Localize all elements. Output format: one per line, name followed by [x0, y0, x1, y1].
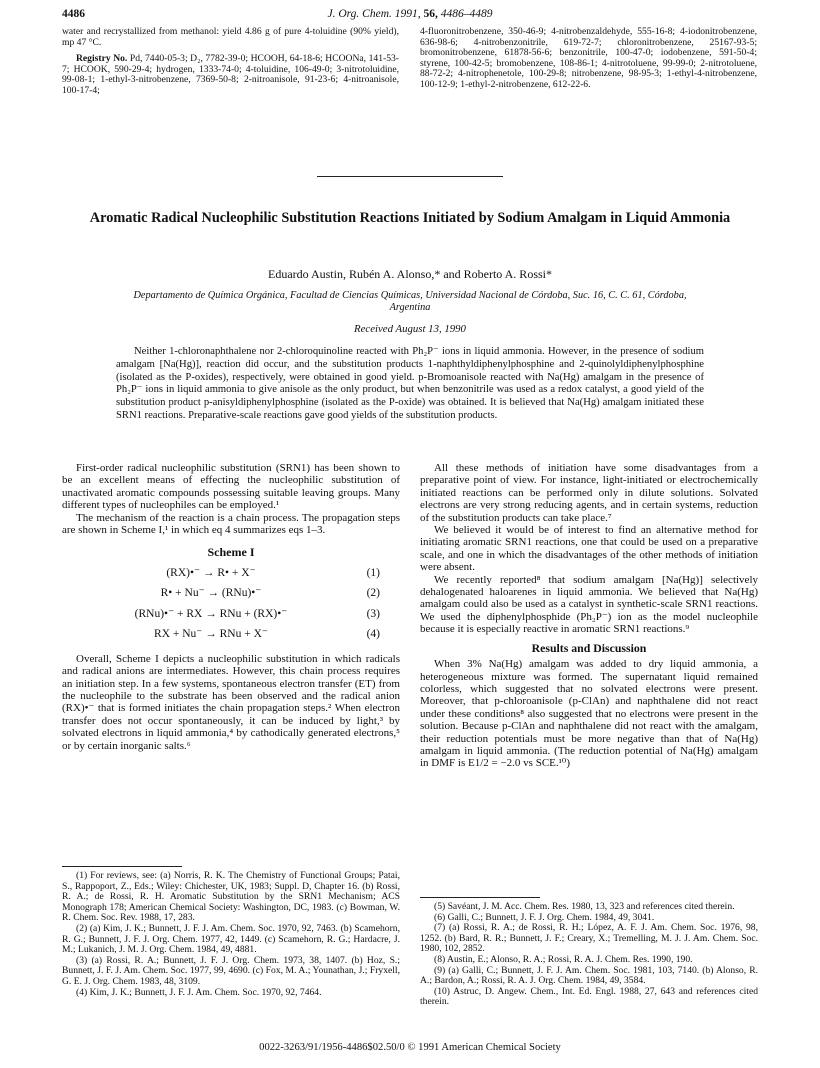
footnote-rule — [420, 897, 540, 898]
equation-number: (4) — [366, 628, 380, 641]
section-title: Results and Discussion — [531, 640, 647, 655]
equation-number: (1) — [366, 566, 380, 579]
copyright-footer: 0022-3263/91/1956-4486$02.50/0 © 1991 American Chemical Society — [259, 1042, 561, 1053]
registry-numbers-left — [62, 54, 399, 96]
registry-label: Registry No. — [76, 53, 128, 65]
article-abstract: Neither 1-chloronaphthalene nor 2-chloroquinoline reacted with Ph₂P⁻ ions in liquid ammonia. However, in the presence of sodium amalgam [Na(Hg)], reaction did occur, and the substitution products 1-naphthyldiphenylphosphine and 2-quinolyldiphenylphosphine (isolated as the P-oxides), respectively, were obtained in good yield. p-Bromoanisole reacted with Na(Hg) amalgam in the presence of Ph₂P⁻ ions in liquid ammonia to give anisole as the only product, but when benzonitrile was used as a redox catalyst, a good yield of the substitution product p-anisyldiphenylphosphine (isolated as the P-oxide) was obtained. It is believed that Na(Hg) amalgam initiated these SRN1 reactions. Preparative-scale reactions gave good yields of the substitution products. — [116, 346, 704, 421]
footnote-10: (10) Astruc, D. Angew. Chem., Int. Ed. Engl. 1988, 27, 643 and references cited therein. — [420, 985, 758, 1008]
equation-4 — [62, 628, 400, 649]
equation-text: (RX)•⁻ → R• + X⁻ — [166, 566, 256, 579]
registry-text-left: Pd, 7440-05-3; D₂, 7782-39-0; HCOOH, 64-18-6; HCOONa, 141-53-7; HCOOK, 590-29-4; hydrogen, 1333-74-0; 4-toluidine, 106-49-0; 3-nitrotoluidine, 99-08-1; 1-ethyl-3-nitrobenzene, 7369-50-8; 2-nitroanisole, 91-23-6; 4-nitroanisole, 100-17-4; — [62, 53, 399, 96]
right-footnotes — [420, 897, 758, 1008]
footnote-5: (5) Savéant, J. M. Acc. Chem. Res. 1980, 13, 323 and references cited therein. — [434, 901, 735, 912]
intro-paragraph-2: The mechanism of the reaction is a chain process. The propagation steps are shown in Scheme I,¹ in which eq 4 summarizes eqs 1–3. — [62, 511, 400, 537]
journal-volume: 56, — [423, 8, 438, 20]
equation-1 — [62, 567, 400, 588]
footnote-4: (4) Kim, J. K.; Bunnett, J. F. J. Am. Chem. Soc. 1970, 92, 7464. — [76, 986, 322, 998]
left-footnotes — [62, 866, 400, 998]
previous-article-left — [62, 27, 399, 97]
footnote-9: (9) (a) Galli, C.; Bunnett, J. F. J. Am. Chem. Soc. 1981, 103, 7140. (b) Alonso, R. A.; Bardon, A.; Rossi, R. A. J. Org. Chem. 1984, 49, 3584. — [420, 964, 758, 987]
previous-article-right — [420, 27, 757, 91]
equation-3 — [62, 608, 400, 629]
footnote-rule — [62, 866, 182, 867]
footnote-3: (3) (a) Rossi, R. A.; Bunnett, J. F. J. Org. Chem. 1973, 38, 1407. (b) Hoz, S.; Bunnett, J. F. J. Am. Chem. Soc. 1977, 99, 4690. (c) Fox, M. A.; Younathan, J.; Fryxell, G. E. J. Org. Chem. 1983, 48, 3109. — [62, 954, 400, 987]
equation-text: (RNu)•⁻ + RX → RNu + (RX)•⁻ — [134, 607, 288, 620]
page-number: 4486 — [62, 8, 85, 20]
intro-paragraph-1: First-order radical nucleophilic substitution (SRN1) has been shown to be an excellent means of effecting the nucleophilic substitution of unactivated aromatic compounds possessing suitable leaving groups. Many different types of nucleophiles can be employed.¹ — [62, 462, 400, 512]
body-paragraph-3: We recently reported⁸ that sodium amalgam [Na(Hg)] selectively dehalogenated haloarenes in liquid ammonia. We believed that Na(Hg) amalgam could also be used as a catalyst in synthetic-scale SRN1 reactions. We used the diphenylphosphide (Ph₂P⁻) ion as the model nucleophile because it is especially reactive in aromatic SRN1 reactions.⁹ — [420, 573, 758, 636]
received-date: Received August 13, 1990 — [354, 323, 466, 335]
equation-number: (2) — [366, 587, 380, 600]
journal-pages: 4486–4489 — [437, 8, 493, 20]
footnote-6: (6) Galli, C.; Bunnett, J. F. J. Org. Chem. 1984, 49, 3041. — [434, 911, 655, 923]
body-paragraph-1: All these methods of initiation have some disadvantages from a preparative point of view. For instance, light-initiated or electrochemically initiated reactions can be performed only in dilute solutions. Solvated electrons are very strong reducing agents, and in certain systems, reduction of the substitution products can take place.⁷ — [420, 462, 758, 524]
body-paragraph-4: When 3% Na(Hg) amalgam was added to dry liquid ammonia, a heterogeneous mixture was formed. The supernatant liquid remained colorless, which suggested that no solvated electrons were present. Moreover, that p-chloroanisole (p-ClAn) and naphthalene did not react under these conditions⁸ also suggested that no electrons were present in the solution. Because p-ClAn and naphthalene did not react with the amalgam, their reduction potentials must be more negative than that of Na(Hg) amalgam in liquid ammonia. (The reduction potential of Na(Hg) amalgam in DMF is E1/2 = −2.0 vs SCE.¹⁰) — [420, 658, 758, 770]
equation-text: R• + Nu⁻ → (RNu)•⁻ — [160, 587, 262, 600]
scheme-title: Scheme I — [207, 545, 255, 560]
equation-number: (3) — [366, 607, 380, 620]
running-header — [62, 8, 758, 24]
journal-citation — [62, 8, 758, 20]
article-authors: Eduardo Austin, Rubén A. Alonso,* and Roberto A. Rossi* — [267, 267, 552, 281]
previous-article-text: water and recrystallized from methanol: yield 4.86 g of pure 4-toluidine (90% yield), mp 47 °C. — [62, 26, 399, 48]
body-paragraph-2: We believed it would be of interest to find an alternative method for initiating aromatic SRN1 reactions, one that could be used on a preparative scale, and one in which the disadvantages of the other methods of initiation were absent. — [420, 524, 758, 574]
equation-2 — [62, 587, 400, 608]
footnote-1: (1) For reviews, see: (a) Norris, R. K. The Chemistry of Functional Groups; Patai, S., Rappoport, Z., Eds.; Wiley: Chichester, UK, 1983; Suppl. D, Chapter 16. (b) Rossi, R. A.; de Rossi, R. H. Aromatic Substitution by the SRN1 Mechanism; ACS Monograph 178; American Chemical Society: Washington, DC, 1983. (c) Bowman, W. R. Chem. Soc. Rev. 1988, 17, 283. — [62, 870, 400, 924]
footnote-2: (2) (a) Kim, J. K.; Bunnett, J. F. J. Am. Chem. Soc. 1970, 92, 7463. (b) Scamehorn, R. G.; Bunnett, J. F. J. Org. Chem. 1977, 42, 1449. (c) Scamehorn, R. G.; Hardacre, J. M.; Lukanich, J. M. J. Org. Chem. 1984, 49, 4881. — [62, 922, 400, 956]
footnote-7: (7) (a) Rossi, R. A.; de Rossi, R. H.; López, A. F. J. Am. Chem. Soc. 1976, 98, 1252. (b) Bard, R. R.; Bunnett, J. F.; Creary, X.; Tremelling, M. J. J. Am. Chem. Soc. 1980, 102, 2852. — [420, 922, 758, 955]
registry-text-right: 4-fluoronitrobenzene, 350-46-9; 4-nitrobenzaldehyde, 555-16-8; 4-iodonitrobenzene, 636-98-6; 4-nitrobenzonitrile, 619-72-7; chloronitrobenzene, 25167-93-5; bromonitrobenzene, 61878-56-6; benzonitrile, 100-47-0; iodobenzene, 591-50-4; styrene, 100-42-5; bromobenzene, 108-86-1; 4-nitrotoluene, 99-99-0; 2-nitrotoluene, 88-72-2; 4-nitrophenetole, 100-29-8; nitrobenzene, 98-95-3; 1-ethyl-4-nitrobenzene, 100-12-9; 1-ethyl-2-nitrobenzene, 612-22-6. — [420, 26, 757, 90]
article-separator — [317, 176, 503, 177]
footnote-8: (8) Austin, E.; Alonso, R. A.; Rossi, R. A. J. Chem. Res. 1990, 190. — [434, 953, 693, 965]
intro-paragraph-3: Overall, Scheme I depicts a nucleophilic substitution in which radicals and radical anions are intermediates. However, this chain process requires an initiation step. In a few systems, spontaneous electron transfer (ET) from the nucleophile to the substrate has been observed and the radical anion (RX)•⁻ that is formed initiates the chain propagation steps.² When electron transfer does not occur spontaneously, it can be induced by light,³ by solvated electrons in liquid ammonia,⁴ by cathodically generated electrons,⁵ or by certain inorganic salts.⁶ — [62, 652, 400, 752]
right-column — [420, 462, 758, 770]
equation-text: RX + Nu⁻ → RNu + X⁻ — [154, 628, 268, 641]
journal-year: 1991, — [391, 8, 424, 20]
left-column — [62, 462, 400, 752]
journal-name: J. Org. Chem. — [327, 8, 392, 20]
article-title: Aromatic Radical Nucleophilic Substitution Reactions Initiated by Sodium Amalgam in Liquid Ammonia — [89, 210, 731, 226]
article-affiliation: Departamento de Química Orgánica, Facultad de Ciencias Químicas, Universidad Nacional de Córdoba, Suc. 16, C. C. 61, Córdoba, Argentina — [133, 290, 687, 314]
